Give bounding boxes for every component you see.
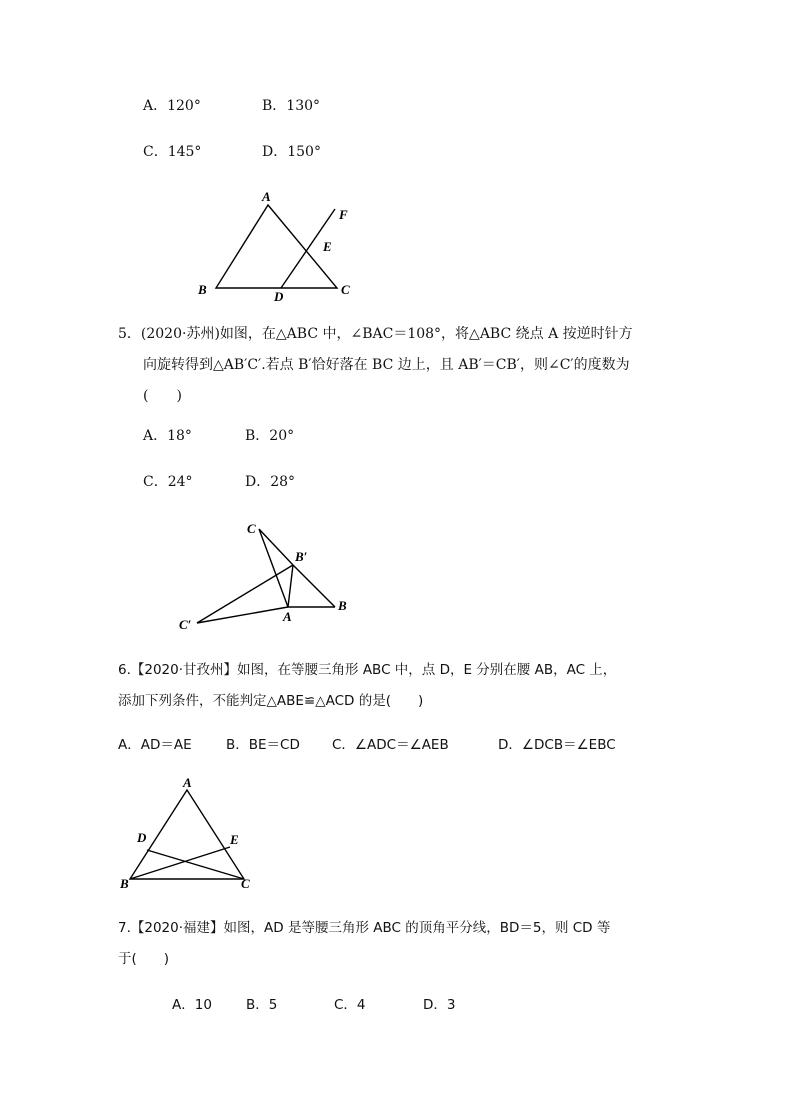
- label-a: A: [183, 775, 192, 790]
- q5-line-3: ( ): [143, 388, 182, 404]
- label-d: D: [137, 830, 147, 845]
- label-c: C: [341, 282, 350, 297]
- q5-option-c: C．24°: [143, 474, 193, 490]
- label-f: F: [339, 207, 348, 222]
- q6-figure: [110, 775, 270, 895]
- segment-bprime-a: [288, 565, 293, 607]
- q5-option-a: A．18°: [143, 428, 192, 444]
- q5-option-b: B．20°: [245, 428, 295, 444]
- q5-line-1: 5．(2020·苏州)如图，在△ABC 中，∠BAC＝108°，将△ABC 绕点 A 按逆时针方: [118, 326, 633, 342]
- q4-option-d: D．150°: [262, 144, 321, 160]
- q7-option-d: D．3: [423, 997, 456, 1013]
- label-b: B: [120, 876, 129, 891]
- q7-option-a: A．10: [172, 997, 212, 1013]
- label-d: D: [274, 289, 284, 304]
- q5-figure: [175, 515, 360, 635]
- triangle-abc: [130, 790, 244, 879]
- label-b: B: [198, 282, 207, 297]
- q6-option-a: A．AD＝AE: [118, 737, 192, 753]
- q4-option-b: B．130°: [262, 98, 321, 114]
- q6-line-1: 6.【2020·甘孜州】如图，在等腰三角形 ABC 中，点 D，E 分别在腰 AB，AC 上，: [118, 662, 617, 678]
- q5-option-d: D．28°: [245, 474, 296, 490]
- segment-cd: [147, 850, 244, 879]
- segment-bprime-b: [293, 565, 335, 607]
- label-bprime: B′: [295, 549, 308, 564]
- q7-option-c: C．4: [334, 997, 366, 1013]
- q7-option-b: B．5: [246, 997, 278, 1013]
- q7-line-2: 于( ): [118, 951, 170, 967]
- label-c: C: [241, 876, 250, 891]
- label-a: A: [283, 609, 292, 624]
- q4-figure: [190, 185, 370, 305]
- q4-option-c: C．145°: [143, 144, 202, 160]
- q6-line-2: 添加下列条件，不能判定△ABE≌△ACD 的是( ): [118, 693, 424, 709]
- triangle-abc: [216, 205, 337, 288]
- label-e: E: [323, 239, 332, 254]
- label-e: E: [230, 832, 239, 847]
- label-b: B: [338, 598, 347, 613]
- label-c: C: [247, 521, 256, 536]
- q7-line-1: 7.【2020·福建】如图，AD 是等腰三角形 ABC 的顶角平分线，BD＝5，则 CD 等: [118, 920, 611, 936]
- label-a: A: [262, 189, 271, 204]
- q6-option-d: D．∠DCB＝∠EBC: [498, 737, 616, 753]
- segment-be: [130, 847, 230, 879]
- q6-option-b: B．BE＝CD: [226, 737, 300, 753]
- label-cprime: C′: [179, 617, 192, 632]
- segment-c-bprime: [259, 529, 293, 565]
- q6-option-c: C．∠ADC＝∠AEB: [332, 737, 449, 753]
- q5-line-2: 向旋转得到△AB′C′.若点 B′恰好落在 BC 边上，且 AB′＝CB′，则∠C′的度数为: [143, 357, 630, 373]
- q4-option-a: A．120°: [143, 98, 201, 114]
